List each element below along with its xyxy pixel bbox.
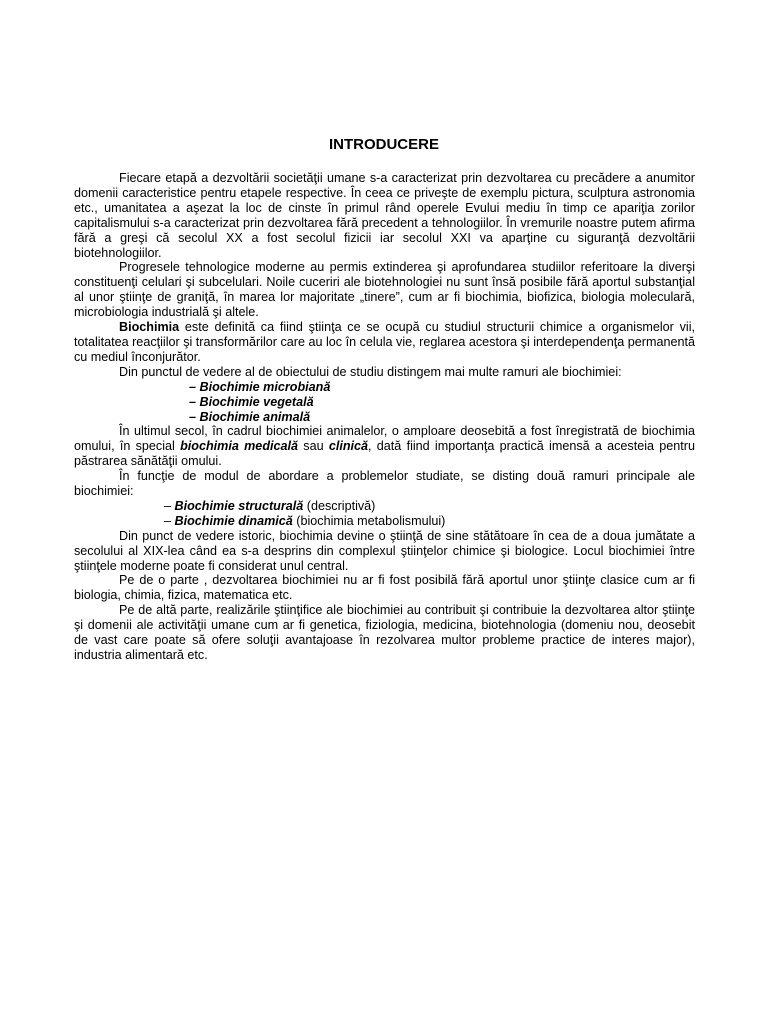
list-item-note: (biochimia metabolismului) <box>292 513 446 528</box>
page-title: INTRODUCERE <box>328 136 439 153</box>
paragraph-5 <box>74 424 695 469</box>
list-item-prefix: – <box>164 513 175 528</box>
paragraph-5-a: În ultimul secol, în cadrul biochimiei animalelor, o amploare deosebită a fost înregistrată de biochimia omului, în special <box>74 424 695 454</box>
emphasis-clinica: clinică <box>328 439 369 454</box>
paragraph-6: În funcţie de modul de abordare a problemelor studiate, se disting două ramuri principale ale biochimiei: <box>74 469 695 499</box>
list-item: – Biochimie vegetală <box>189 394 314 409</box>
paragraph-1: Fiecare etapă a dezvoltării societăţii umane s-a caracterizat prin dezvoltarea cu precădere a anumitor domenii caracteristice pentru etapele respective. În ceea ce priveşte de exemplu pictura, sculptura astronomia etc., umanitatea a aşezat la loc de cinste în primul rând operele Evului mediu în timp ce apariţia zorilor capitalismului s-a caracterizat prin dezvoltarea fără precedent a tehnologiilor. În vremurile noastre putem afirma fără a greşi că secolul XX a fost secolul fizicii iar secolul XXI va aparţine cu siguranţă dezvoltării biotehnologiilor. <box>74 171 695 260</box>
list-item-note: (descriptivă) <box>303 498 376 513</box>
paragraph-8: Pe de o parte , dezvoltarea biochimiei nu ar fi fost posibilă fără aportul unor ştiinţe clasice cum ar fi biologia, chimia, fizica, matematica etc. <box>74 573 695 603</box>
term-biochimia: Biochimia <box>119 320 180 335</box>
list-item-term: Biochimie structurală <box>174 498 304 513</box>
list-item: – Biochimie microbiană <box>189 379 331 394</box>
paragraph-7: Din punct de vedere istoric, biochimia devine o ştiinţă de sine stătătoare în cea de a doua jumătate a secolului al XIX-lea când ea s-a desprins din complexul ştiinţelor chimice şi biologice. Locul biochimiei între ştiinţele moderne poate fi considerat unul central. <box>74 528 695 573</box>
paragraph-2: Progresele tehnologice moderne au permis extinderea şi aprofundarea studiilor referitoare la diverşi constituenţi celulari şi subcelulari. Noile cuceriri ale biotehnologiei nu sunt însă posibile fără aportul substanţial al unor ştiinţe de graniţă, în marea lor majoritate „tinere”, cum ar fi biochimia, biofizica, biologia moleculară, microbiologia industrială şi altele. <box>74 260 695 320</box>
paragraph-3-text: este definită ca fiind ştiinţa ce se ocupă cu studiul structurii chimice a organismelor vii, totalitatea reacţiilor şi transformărilor care au loc în celula vie, reglarea acestora şi interdependenţa permanentă cu mediul înconjurător. <box>74 320 695 364</box>
list-item-prefix: – <box>164 498 175 513</box>
list-item-term: Biochimie dinamică <box>174 513 293 528</box>
document-body <box>74 171 695 663</box>
list-item: – Biochimie animală <box>189 409 311 424</box>
paragraph-5-c: , dată fiind importanţa practică imensă a acesteia pentru păstrarea sănătăţii omului. <box>74 439 696 469</box>
paragraph-5-b: sau <box>298 439 329 454</box>
paragraph-3 <box>74 320 695 365</box>
paragraph-9: Pe de altă parte, realizările ştiinţifice ale biochimiei au contribuit şi contribuie la dezvoltarea altor ştiinţe şi domenii ale activităţii umane cum ar fi genetica, fiziologia, medicina, biotehnologia (domeniu nou, deosebit de vast care poate să ofere soluţii avantajoase în rezolvarea multor probleme practice de interes major), industria alimentară etc. <box>74 603 695 662</box>
list-item <box>74 514 695 529</box>
emphasis-medicala: biochimia medicală <box>180 439 299 454</box>
list-item <box>74 499 695 514</box>
paragraph-4: Din punctul de vedere al de obiectului de studiu distingem mai multe ramuri ale biochimiei: <box>119 364 622 379</box>
